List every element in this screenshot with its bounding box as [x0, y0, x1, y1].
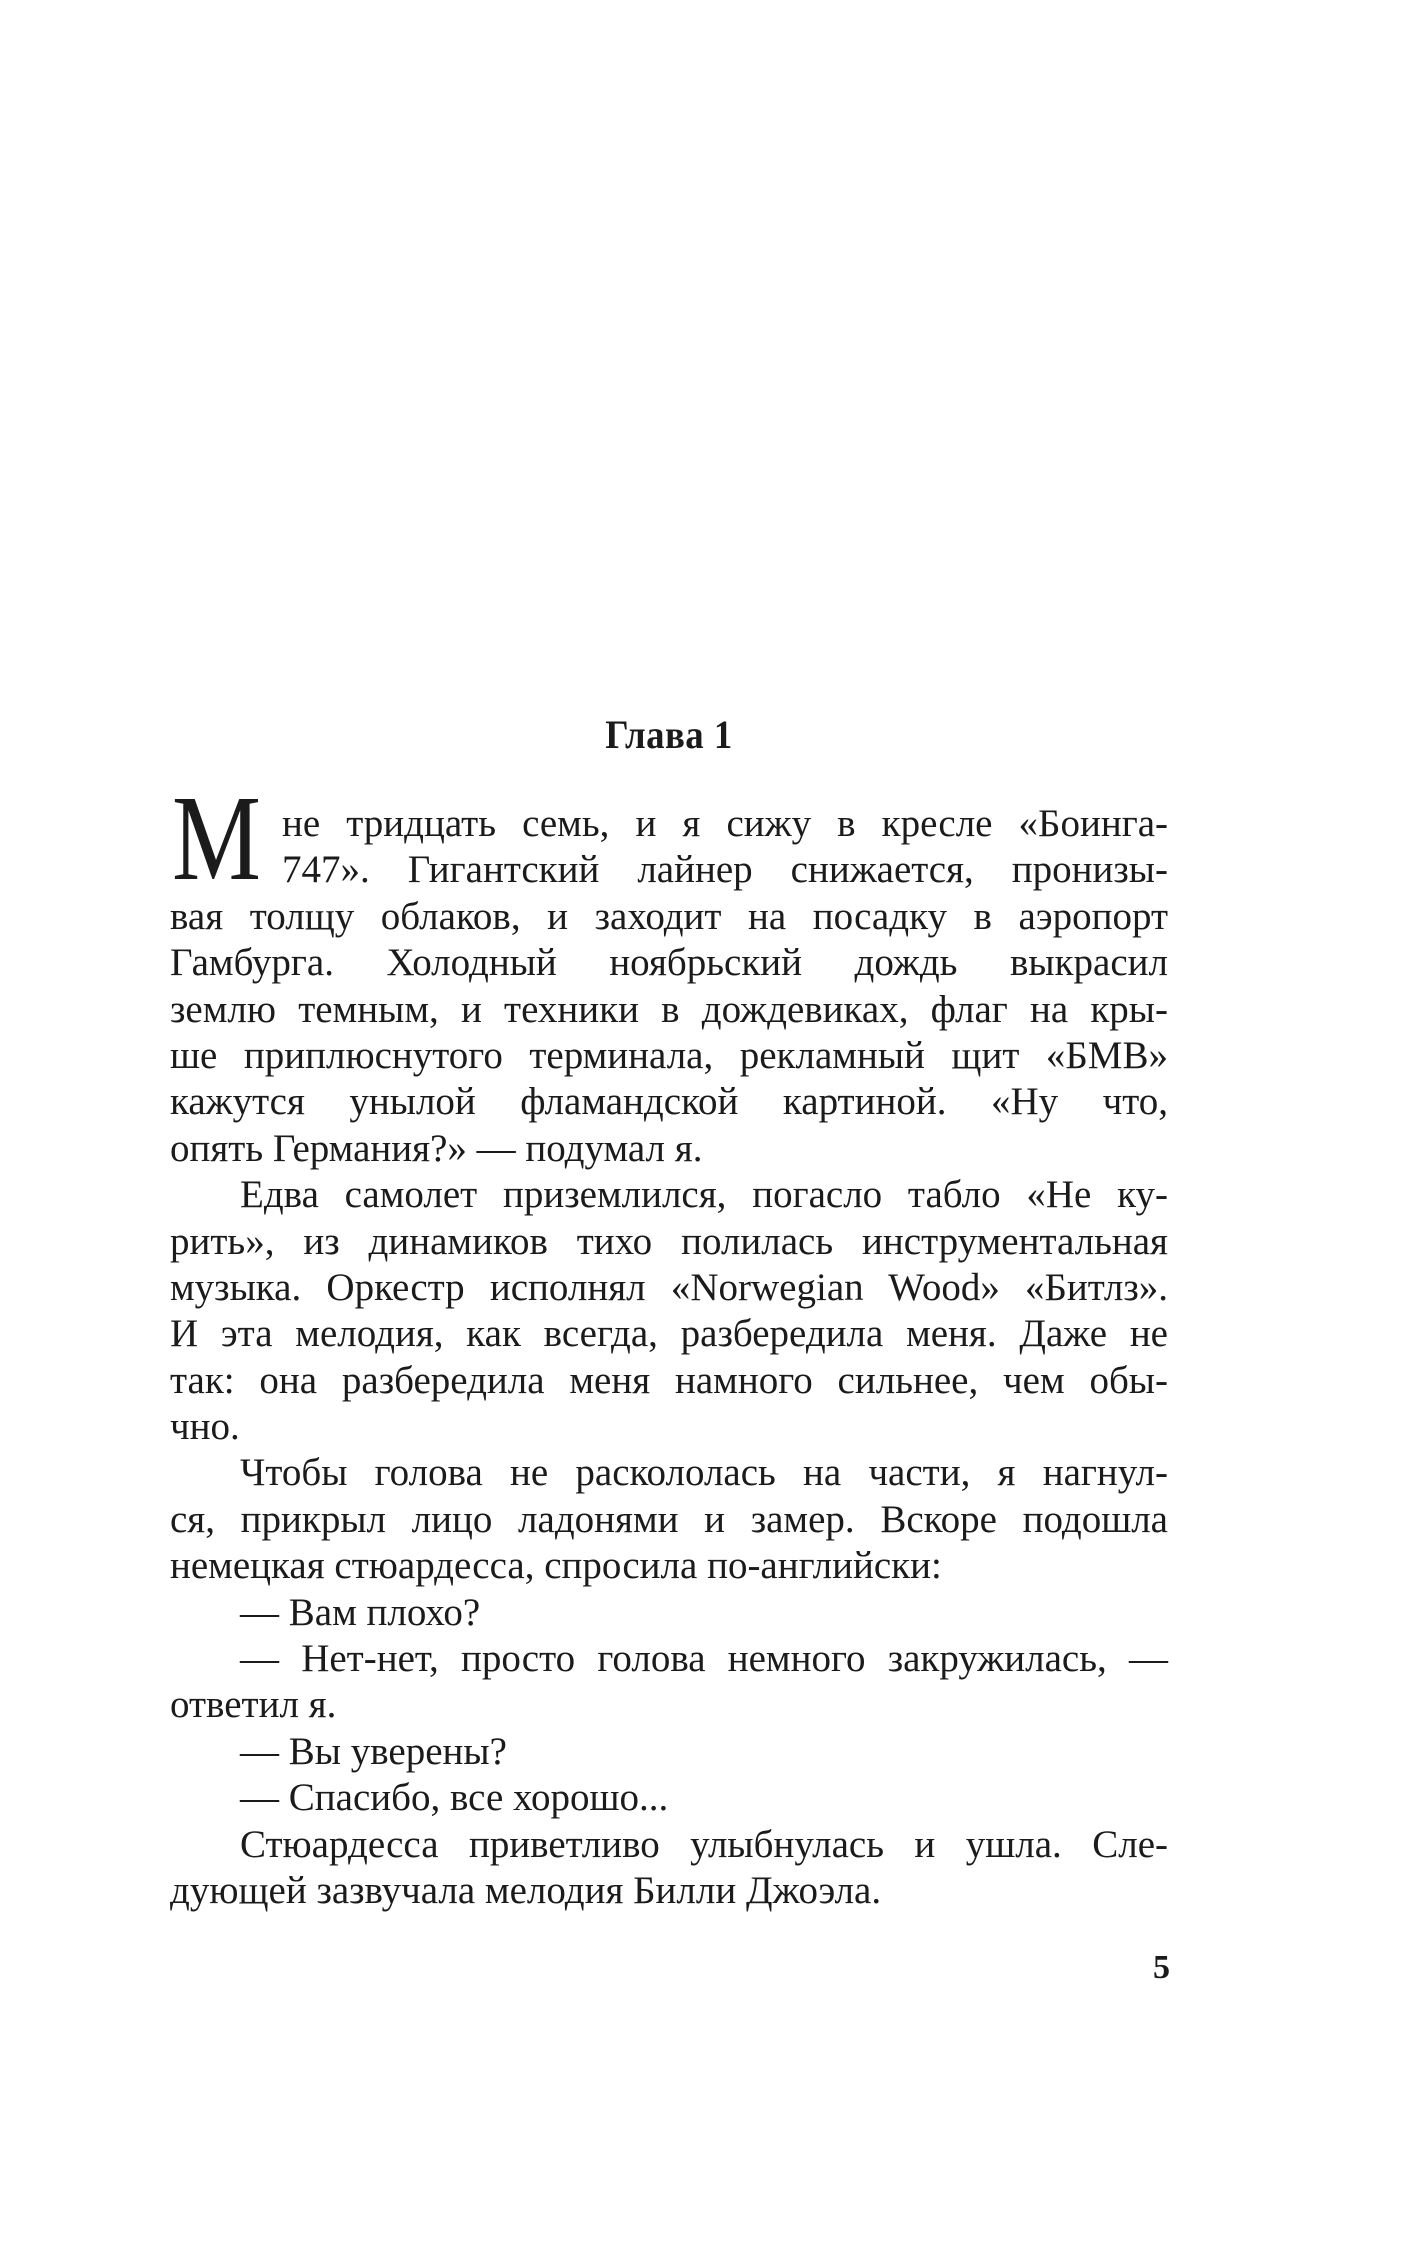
text-line: чно. — [170, 1405, 240, 1449]
text-line: не тридцать семь, и я сижу в кресле «Боинга- — [282, 802, 1168, 845]
text-line: опять Германия?» — подумал я. — [170, 1126, 703, 1170]
dialogue-line: — Вам плохо? — [240, 1590, 481, 1634]
text-line: рить», из динамиков тихо полилась инструментальная — [170, 1219, 1168, 1263]
text-line: И эта мелодия, как всегда, разбередила меня. Даже не — [170, 1312, 1168, 1356]
dialogue-line: — Вы уверены? — [240, 1729, 507, 1773]
text-line: музыка. Оркестр исполнял «Norwegian Wood» «Битлз». — [170, 1265, 1168, 1309]
text-line: ше приплюснутого терминала, рекламный щит «БМВ» — [170, 1033, 1168, 1077]
text-line: землю темным, и техники в дождевиках, флаг на кры- — [170, 987, 1168, 1031]
dialogue-line: — Спасибо, все хорошо... — [240, 1776, 669, 1820]
text-line: 747». Гигантский лайнер снижается, пронизы- — [282, 848, 1168, 892]
text-line: вая толщу облаков, и заходит на посадку в аэропорт — [170, 894, 1168, 938]
text-line: Стюардесса приветливо улыбнулась и ушла. Сле- — [240, 1822, 1168, 1866]
page-number: 5 — [1153, 1949, 1170, 1986]
dialogue-line: — Нет-нет, просто голова немного закружилась, — — [240, 1637, 1168, 1681]
text-line: так: она разбередила меня намного сильнее, чем обы- — [170, 1358, 1168, 1402]
text-line: ответил я. — [170, 1683, 337, 1727]
chapter-title: Глава 1 — [605, 712, 733, 757]
text-line: Гамбурга. Холодный ноябрьский дождь выкрасил — [170, 941, 1168, 985]
text-line: кажутся унылой фламандской картиной. «Ну что, — [170, 1080, 1168, 1124]
text-line: Едва самолет приземлился, погасло табло «Не ку- — [240, 1173, 1168, 1217]
text-line: Чтобы голова не раскололась на части, я нагнул- — [240, 1451, 1168, 1495]
drop-cap: М — [172, 771, 261, 906]
text-line: дующей зазвучала мелодия Билли Джоэла. — [170, 1868, 882, 1912]
text-line: ся, прикрыл лицо ладонями и замер. Вскоре подошла — [170, 1497, 1168, 1541]
text-line: немецкая стюардесса, спросила по-английски: — [170, 1544, 942, 1588]
chapter-body — [170, 801, 1168, 1914]
